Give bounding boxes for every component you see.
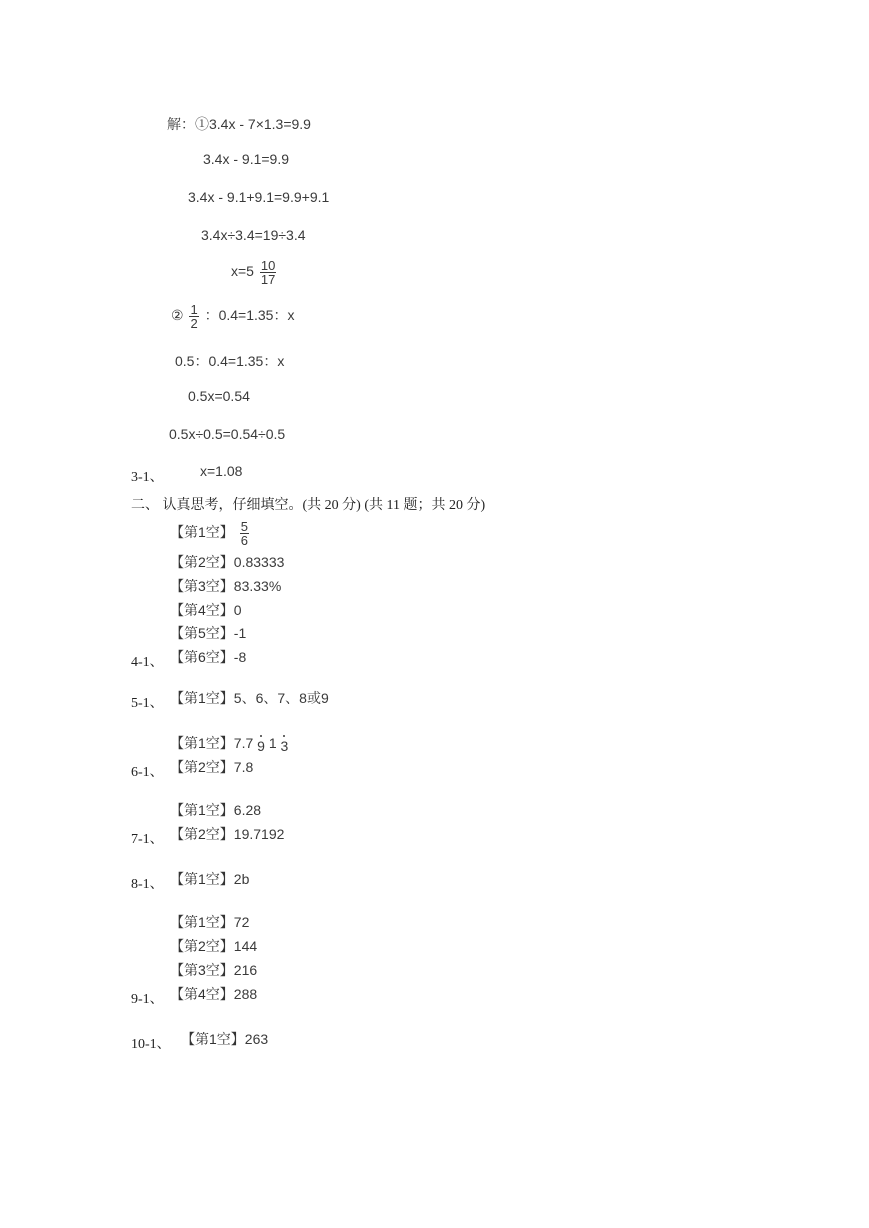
fraction-denominator: 2 [190,316,198,331]
answer-row [170,733,288,753]
solution-line-9: 0.5x÷0.5=0.54÷0.5 [169,426,286,442]
fraction [260,259,276,286]
answer-value: -1 [233,625,247,641]
blank-tag: 【第3空】 [170,578,234,594]
blank-tag: 【第4空】 [170,602,234,618]
answer-value: 0.83333 [233,554,285,570]
blank-tag: 【第5空】 [170,625,234,641]
blank-tag: 【第1空】 [170,871,234,887]
answer-row [170,688,329,708]
answer-value: 7.7 [233,735,254,751]
solution-line-6 [171,303,294,330]
question-label: 3-1、 [131,470,164,485]
blank-tag: 【第1空】 [170,802,234,818]
question-label: 4-1、 [131,655,164,670]
blank-tag: 【第3空】 [170,962,234,978]
equation-text: 3.4x - 7×1.3=9.9 [209,116,311,132]
answer-row [170,600,242,620]
blank-tag: 【第2空】 [170,759,234,775]
answer-value: 288 [233,986,258,1002]
blank-tag: 【第1空】 [170,735,234,751]
solution-line-3: 3.4x - 9.1+9.1=9.9+9.1 [188,189,330,205]
blank-tag: 【第2空】 [170,554,234,570]
fraction-denominator: 6 [240,533,248,548]
circled-number-2: ② [171,307,184,324]
repeating-digit: 3 [280,738,289,754]
solution-prefix: 解： [167,116,195,132]
question-label: 5-1、 [131,696,164,711]
answer-row [170,984,257,1004]
answer-digit: 1 [268,735,277,751]
answer-value: -8 [233,649,247,665]
blank-tag: 【第2空】 [170,938,234,954]
fraction-numerator: 5 [240,519,248,534]
answer-row [170,576,281,596]
answer-row [170,623,246,643]
answer-value: 5、6、7、8或9 [233,690,329,706]
answer-value: 7.8 [233,759,254,775]
fraction [240,520,249,547]
answer-row [170,824,284,844]
answer-row [170,647,246,667]
equation-text: x=5 [231,263,254,280]
answer-row [170,800,261,820]
answer-row [170,912,249,932]
answer-value: 83.33% [233,578,282,594]
section-heading: 二、 认真思考，仔细填空。(共 20 分) (共 11 题；共 20 分) [131,498,486,513]
repeating-digit: 9 [257,738,265,754]
fraction [189,303,198,330]
solution-line-1 [167,114,311,134]
question-label: 6-1、 [131,765,164,780]
question-label: 9-1、 [131,992,164,1007]
fraction-numerator: 10 [260,258,276,273]
question-label: 8-1、 [131,877,164,892]
answer-row [170,552,284,572]
answer-row [170,520,251,547]
answer-value: 6.28 [233,802,262,818]
answer-value: 144 [233,938,258,954]
answer-row [170,960,257,980]
blank-tag: 【第4空】 [170,986,234,1002]
blank-tag: 【第1空】 [170,914,234,930]
blank-tag: 【第1空】 [170,690,234,706]
solution-line-5 [231,259,278,286]
equation-text: ：0.4=1.35：x [204,307,295,324]
solution-line-2: 3.4x - 9.1=9.9 [203,151,290,167]
solution-line-8: 0.5x=0.54 [188,388,250,404]
answer-row [181,1029,268,1049]
circled-number-1: ① [195,116,209,132]
blank-tag: 【第2空】 [170,826,234,842]
fraction-denominator: 17 [260,272,276,287]
question-label: 10-1、 [131,1037,171,1052]
answer-row [170,869,249,889]
question-label: 7-1、 [131,832,164,847]
solution-line-4: 3.4x÷3.4=19÷3.4 [201,227,306,243]
answer-value: 216 [233,962,258,978]
blank-tag: 【第1空】 [170,524,234,541]
solution-line-10: x=1.08 [200,463,243,479]
fraction-numerator: 1 [190,302,198,317]
answer-row [170,936,257,956]
blank-tag: 【第6空】 [170,649,234,665]
answer-value: 19.7192 [233,826,285,842]
answer-value: 0 [233,602,242,618]
answer-row [170,757,253,777]
solution-line-7: 0.5：0.4=1.35：x [175,353,285,369]
blank-tag: 【第1空】 [181,1031,245,1047]
answer-value: 263 [244,1031,269,1047]
answer-value: 2b [233,871,250,887]
answer-value: 72 [233,914,250,930]
